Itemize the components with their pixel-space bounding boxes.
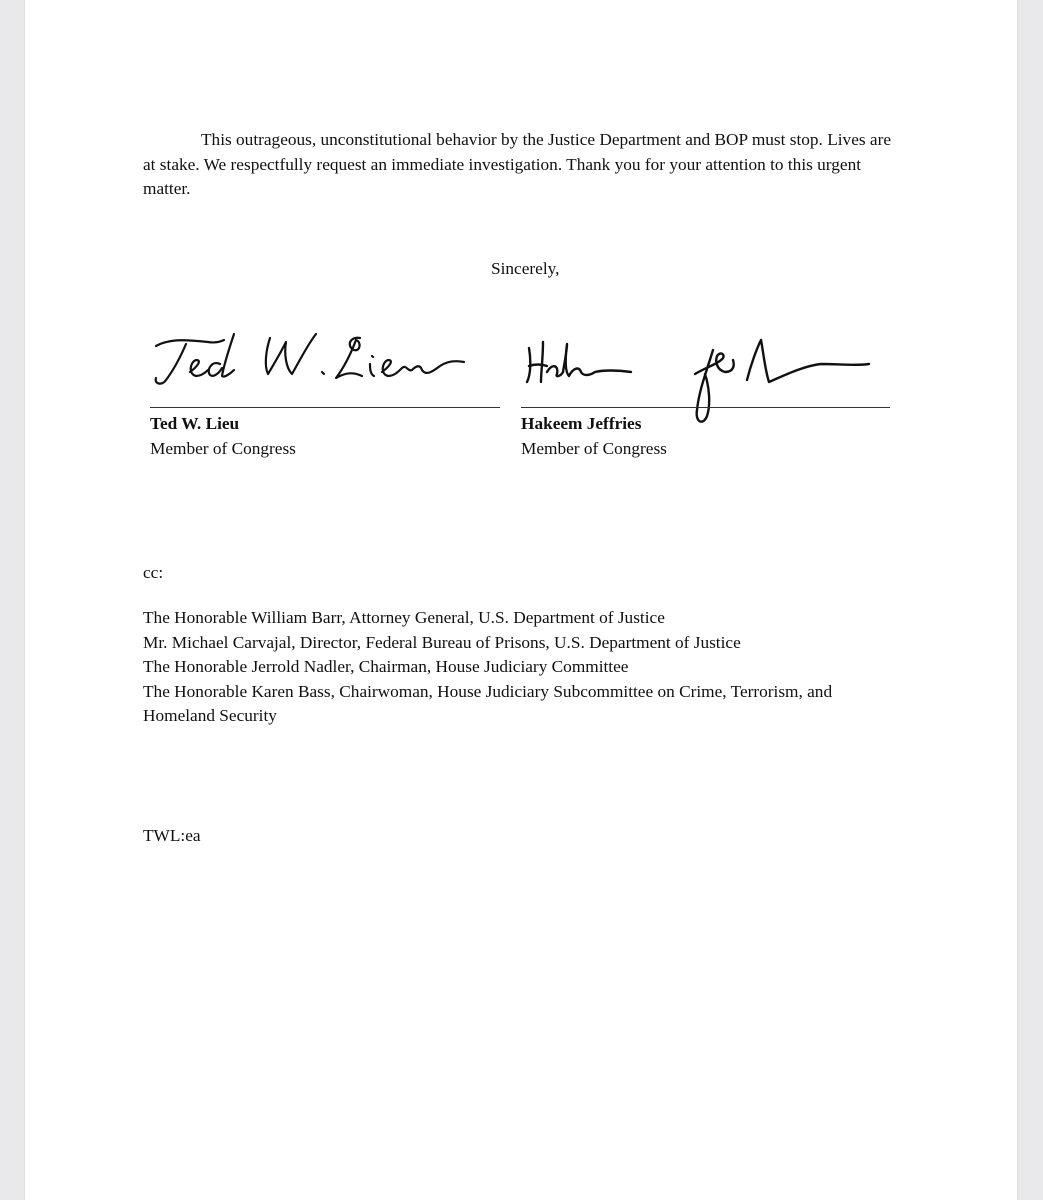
- cc-recipient: Mr. Michael Carvajal, Director, Federal Bureau of Prisons, U.S. Department of Justice: [143, 632, 741, 652]
- handwritten-signature-lieu: [150, 320, 470, 400]
- signer-title-jeffries: Member of Congress: [521, 439, 667, 458]
- signer-name-lieu: Ted W. Lieu: [150, 414, 240, 433]
- cc-recipient: The Honorable William Barr, Attorney General, U.S. Department of Justice: [143, 608, 665, 627]
- closing-salutation: Sincerely,: [491, 259, 560, 278]
- reference-initials: TWL:ea: [143, 826, 201, 845]
- cc-recipient-list: [143, 606, 903, 729]
- signature-line-jeffries: [521, 407, 890, 408]
- cc-recipient: The Honorable Karen Bass, Chairwoman, House Judiciary Subcommittee on Crime, Terrorism, and Homeland Security: [143, 681, 833, 725]
- signer-name-jeffries: Hakeem Jeffries: [521, 414, 642, 433]
- signature-line-lieu: [150, 407, 500, 408]
- signer-title-lieu: Member of Congress: [150, 439, 296, 458]
- body-paragraph: [143, 128, 903, 202]
- letter-page: [25, 0, 1017, 1200]
- cc-label: cc:: [143, 563, 164, 582]
- cc-recipient: The Honorable Jerrold Nadler, Chairman, House Judiciary Committee: [143, 657, 629, 676]
- body-paragraph-text: This outrageous, unconstitutional behavior by the Justice Department and BOP must stop. Lives are at stake. We respectfully request an immediate investigation. Thank you for your attention to this urgent matter.: [143, 130, 892, 198]
